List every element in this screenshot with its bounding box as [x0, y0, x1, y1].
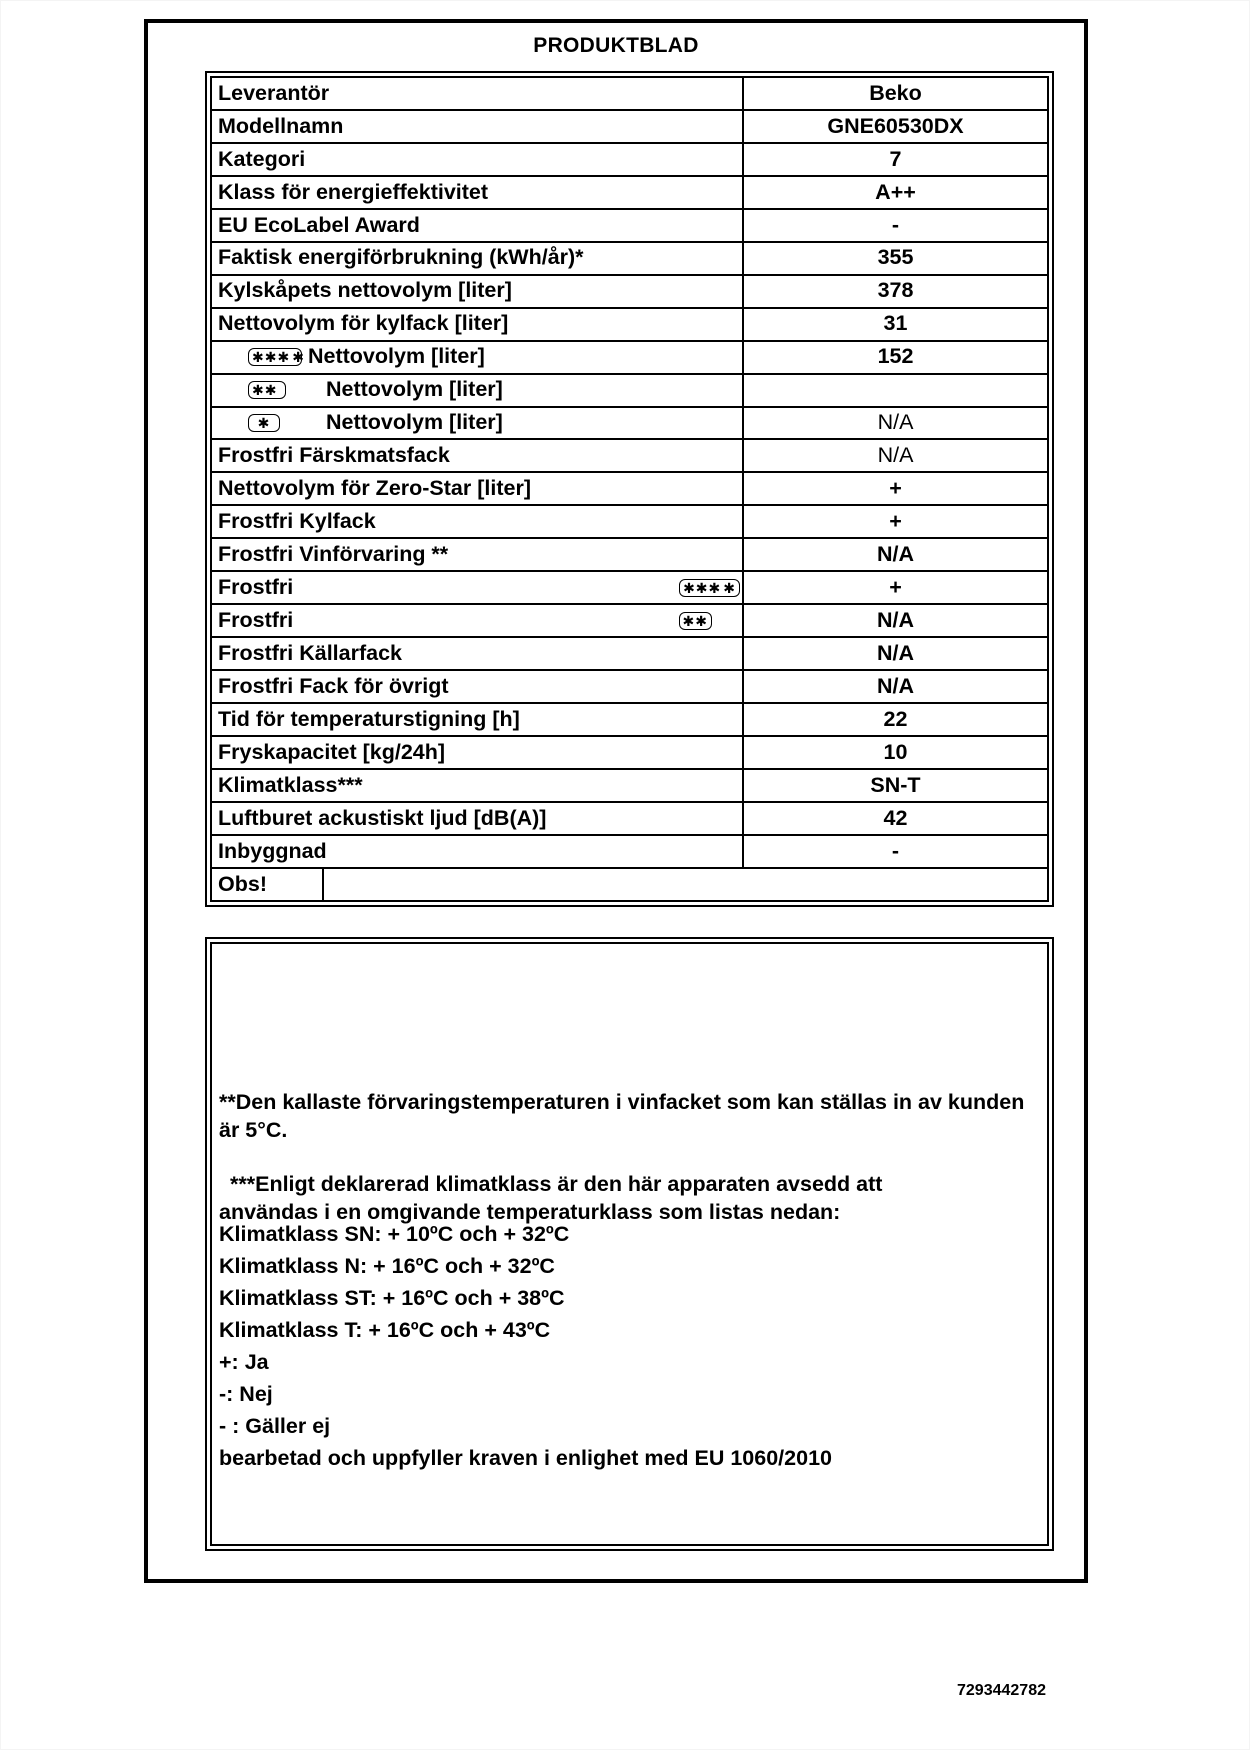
- table-row: [211, 209, 1048, 242]
- row-value: 7: [743, 143, 1048, 176]
- row-value: Beko: [743, 77, 1048, 110]
- row-value: N/A: [743, 670, 1048, 703]
- table-row: [211, 110, 1048, 143]
- row-value: N/A: [743, 407, 1048, 440]
- list-item: -: Nej: [219, 1382, 273, 1406]
- row-value: 22: [743, 703, 1048, 736]
- table-row: [211, 538, 1048, 571]
- row-label: Frostfri: [218, 575, 294, 600]
- row-value: N/A: [743, 637, 1048, 670]
- obs-label: Obs!: [212, 869, 324, 900]
- row-value: -: [743, 209, 1048, 242]
- row-value: N/A: [743, 439, 1048, 472]
- row-value: 42: [743, 802, 1048, 835]
- row-label: Nettovolym [liter]: [308, 344, 485, 369]
- row-value: 10: [743, 736, 1048, 769]
- row-value: 378: [743, 275, 1048, 308]
- two-star-icon: ✱✱: [679, 612, 712, 630]
- row-label: Nettovolym för kylfack [liter]: [211, 308, 743, 341]
- row-label: Frostfri Kylfack: [211, 505, 743, 538]
- list-item: bearbetad och uppfyller kraven i enlighet med EU 1060/2010: [219, 1446, 832, 1470]
- row-value: +: [743, 472, 1048, 505]
- obs-cell: [211, 868, 1048, 901]
- table-row: [211, 77, 1048, 110]
- row-value: N/A: [743, 538, 1048, 571]
- two-star-icon: ✱✱: [248, 381, 286, 399]
- row-value: 31: [743, 308, 1048, 341]
- obs-value: [324, 869, 1047, 900]
- row-label: Leverantör: [211, 77, 743, 110]
- product-sheet-page: [1, 1, 1249, 1749]
- table-row: [211, 374, 1048, 407]
- table-row: [211, 604, 1048, 637]
- row-label: Frostfri Källarfack: [211, 637, 743, 670]
- row-label: Inbyggnad: [211, 835, 743, 868]
- row-label-cell: [211, 341, 743, 374]
- table-row: [211, 802, 1048, 835]
- table-row: [211, 670, 1048, 703]
- row-value: A++: [743, 176, 1048, 209]
- list-item: Klimatklass T: + 16ºC och + 43ºC: [219, 1318, 551, 1342]
- row-label: EU EcoLabel Award: [211, 209, 743, 242]
- table-row: [211, 275, 1048, 308]
- climate-class-list: [219, 1218, 832, 1474]
- row-label: Faktisk energiförbrukning (kWh/år)*: [211, 242, 743, 275]
- notes-frame: [205, 937, 1054, 1551]
- four-star-freezer-icon: ✱✱✱ ✱: [679, 579, 740, 597]
- list-item: +: Ja: [219, 1350, 269, 1374]
- row-label-cell: [211, 374, 743, 407]
- table-row: [211, 242, 1048, 275]
- spec-table: [210, 76, 1049, 902]
- climate-note-lead: ***Enligt deklarerad klimatklass är den här apparaten avsedd att: [230, 1172, 883, 1196]
- list-item: - : Gäller ej: [219, 1414, 331, 1438]
- row-label-cell: [211, 407, 743, 440]
- document-code: 7293442782: [957, 1682, 1046, 1699]
- notes-box: [210, 942, 1049, 1546]
- row-value: N/A: [743, 604, 1048, 637]
- row-label-cell: [211, 571, 743, 604]
- row-label: Fryskapacitet [kg/24h]: [211, 736, 743, 769]
- four-star-freezer-icon: ✱✱✱ ✱: [248, 348, 302, 366]
- row-label-cell: [211, 604, 743, 637]
- table-row: [211, 769, 1048, 802]
- table-row: [211, 176, 1048, 209]
- row-value: GNE60530DX: [743, 110, 1048, 143]
- table-row: [211, 472, 1048, 505]
- row-label: Klass för energieffektivitet: [211, 176, 743, 209]
- table-row: [211, 143, 1048, 176]
- spec-table-frame: [205, 71, 1054, 907]
- row-label: Nettovolym [liter]: [326, 410, 503, 435]
- row-label: Luftburet ackustiskt ljud [dB(A)]: [211, 802, 743, 835]
- row-value: SN-T: [743, 769, 1048, 802]
- row-label: Frostfri: [218, 607, 294, 632]
- table-row: [211, 835, 1048, 868]
- row-label: Frostfri Fack för övrigt: [211, 670, 743, 703]
- table-row: [211, 341, 1048, 374]
- page-title: PRODUKTBLAD: [533, 34, 699, 57]
- table-row: [211, 571, 1048, 604]
- table-row: [211, 637, 1048, 670]
- climate-note-rest: användas i en omgivande temperaturklass som listas nedan:: [219, 1200, 841, 1224]
- list-item: Klimatklass ST: + 16ºC och + 38ºC: [219, 1286, 565, 1310]
- row-label: Nettovolym [liter]: [326, 377, 503, 402]
- table-row: [211, 736, 1048, 769]
- one-star-icon: ✱: [248, 414, 280, 432]
- table-row: [211, 407, 1048, 440]
- row-label: Klimatklass***: [211, 769, 743, 802]
- row-value: +: [743, 571, 1048, 604]
- row-label: Frostfri Vinförvaring **: [211, 538, 743, 571]
- wine-note: **Den kallaste förvaringstemperaturen i vinfacket som kan ställas in av kunden är 5°C.: [219, 1090, 1025, 1142]
- row-value: [743, 374, 1048, 407]
- row-label: Kylskåpets nettovolym [liter]: [211, 275, 743, 308]
- row-value: -: [743, 835, 1048, 868]
- table-row: [211, 439, 1048, 472]
- table-row: [211, 703, 1048, 736]
- row-label: Kategori: [211, 143, 743, 176]
- table-row: [211, 505, 1048, 538]
- list-item: Klimatklass SN: + 10ºC och + 32ºC: [219, 1222, 570, 1246]
- row-value: +: [743, 505, 1048, 538]
- list-item: Klimatklass N: + 16ºC och + 32ºC: [219, 1254, 555, 1278]
- row-label: Tid för temperaturstigning [h]: [211, 703, 743, 736]
- outer-frame: [144, 19, 1088, 1583]
- row-value: 152: [743, 341, 1048, 374]
- row-label: Modellnamn: [211, 110, 743, 143]
- row-label: Frostfri Färskmatsfack: [211, 439, 743, 472]
- row-label: Nettovolym för Zero-Star [liter]: [211, 472, 743, 505]
- table-row: [211, 868, 1048, 901]
- table-row: [211, 308, 1048, 341]
- row-value: 355: [743, 242, 1048, 275]
